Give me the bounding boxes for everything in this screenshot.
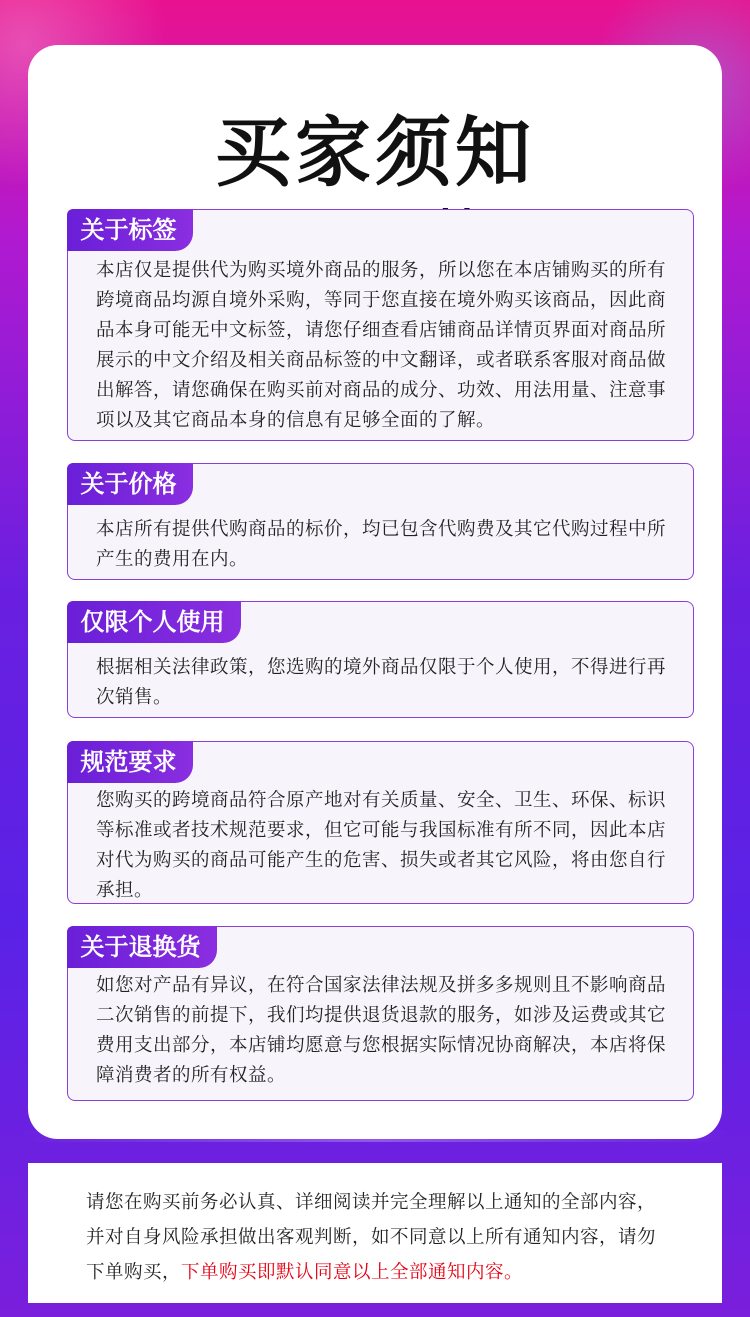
section-heading: 规范要求 [67, 741, 193, 783]
section-text: 本店所有提供代购商品的标价，均已包含代购费及其它代购过程中所产生的费用在内。 [96, 519, 667, 570]
section-label-info [67, 209, 694, 441]
section-text: 根据相关法律政策，您选购的境外商品仅限于个人使用，不得进行再次销售。 [96, 657, 667, 708]
section-standards [67, 741, 694, 904]
footer-highlight-text: 下单购买即默认同意以上全部通知内容。 [181, 1262, 524, 1283]
footer-text [86, 1185, 664, 1290]
section-heading: 仅限个人使用 [67, 601, 241, 643]
section-text: 您购买的跨境商品符合原产地对有关质量、安全、卫生、环保、标识等标准或者技术规范要求，但它可能与我国标准有所不同，因此本店对代为购买的商品可能产生的危害、损失或者其它风险，将由您自行承担。 [96, 790, 667, 901]
divider-glow [20, 1130, 730, 1142]
section-heading: 关于退换货 [67, 926, 217, 968]
section-heading: 关于标签 [67, 209, 193, 251]
section-returns [67, 926, 694, 1101]
footer-notice [28, 1163, 722, 1303]
section-personal-use [67, 601, 694, 718]
section-heading: 关于价格 [67, 463, 193, 505]
footer-main-text: 请您在购买前务必认真、详细阅读并完全理解以上通知的全部内容，并对自身风险承担做出客观判断，如不同意以上所有通知内容，请勿下单购买， [86, 1192, 657, 1283]
section-text: 本店仅是提供代为购买境外商品的服务，所以您在本店铺购买的所有跨境商品均源自境外采购，等同于您直接在境外购买该商品，因此商品本身可能无中文标签，请您仔细查看店铺商品详情页界面对商品所展示的中文介绍及相关商品标签的中文翻译，或者联系客服对商品做出解答，请您确保在购买前对商品的成分、功效、用法用量、注意事项以及其它商品本身的信息有足够全面的了解。 [96, 260, 667, 431]
section-price [67, 463, 694, 580]
page-title: 买家须知 [215, 108, 535, 197]
section-text: 如您对产品有异议，在符合国家法律法规及拼多多规则且不影响商品二次销售的前提下，我们均提供退货退款的服务，如涉及运费或其它费用支出部分，本店铺均愿意与您根据实际情况协商解决，本店将保障消费者的所有权益。 [96, 975, 667, 1086]
